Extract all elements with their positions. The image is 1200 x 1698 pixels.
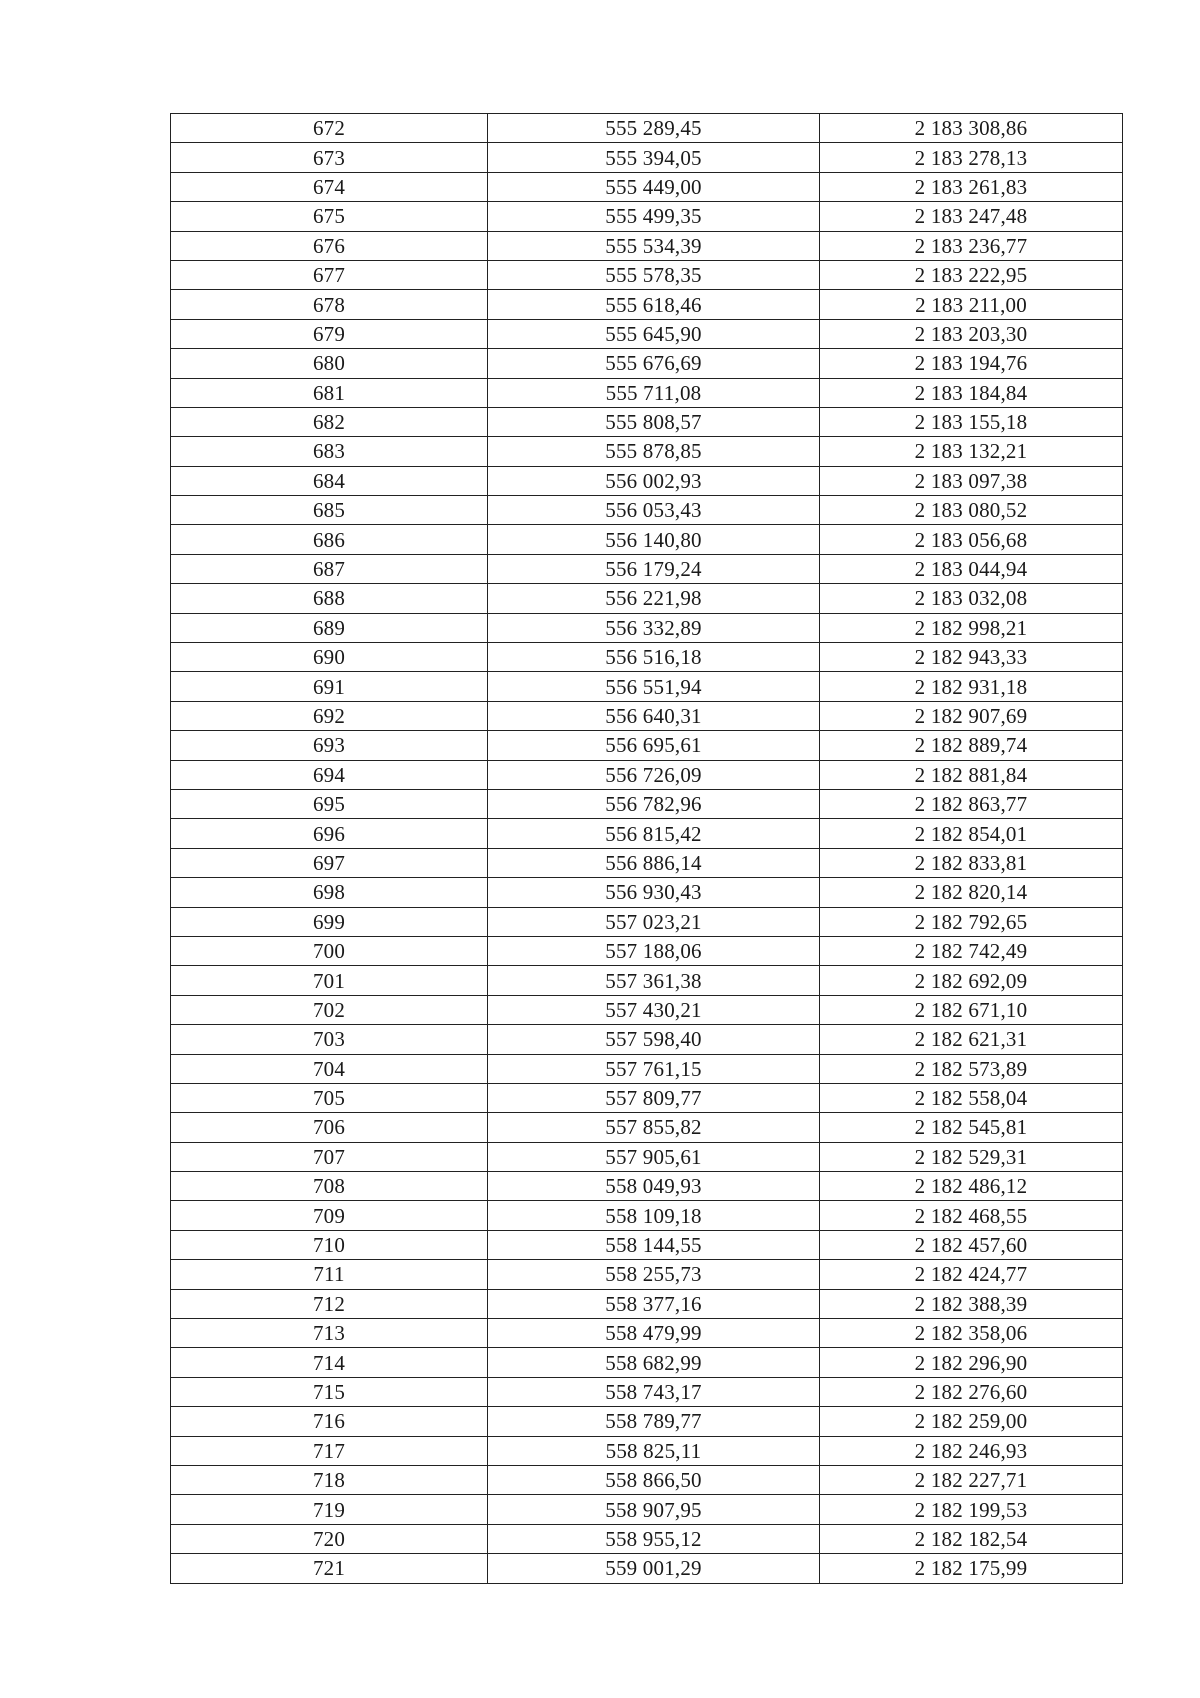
x-coordinate-cell: 558 866,50 [488,1465,820,1494]
point-number-cell: 675 [171,202,488,231]
x-coordinate-cell: 556 815,42 [488,819,820,848]
x-coordinate-cell: 555 808,57 [488,407,820,436]
x-coordinate-cell: 555 676,69 [488,349,820,378]
x-coordinate-cell: 555 289,45 [488,114,820,143]
table-row [171,613,1123,642]
coordinates-table-body [171,114,1123,1584]
x-coordinate-cell: 558 049,93 [488,1172,820,1201]
table-row [171,760,1123,789]
y-coordinate-cell: 2 182 889,74 [820,731,1123,760]
point-number-cell: 682 [171,407,488,436]
x-coordinate-cell: 556 140,80 [488,525,820,554]
point-number-cell: 677 [171,260,488,289]
point-number-cell: 718 [171,1465,488,1494]
y-coordinate-cell: 2 182 296,90 [820,1348,1123,1377]
x-coordinate-cell: 556 640,31 [488,701,820,730]
point-number-cell: 721 [171,1554,488,1583]
coordinates-table [170,113,1123,1584]
y-coordinate-cell: 2 182 943,33 [820,643,1123,672]
x-coordinate-cell: 555 449,00 [488,172,820,201]
point-number-cell: 672 [171,114,488,143]
y-coordinate-cell: 2 182 182,54 [820,1524,1123,1553]
x-coordinate-cell: 557 430,21 [488,995,820,1024]
y-coordinate-cell: 2 182 199,53 [820,1495,1123,1524]
point-number-cell: 680 [171,349,488,378]
x-coordinate-cell: 555 711,08 [488,378,820,407]
point-number-cell: 712 [171,1289,488,1318]
x-coordinate-cell: 555 578,35 [488,260,820,289]
y-coordinate-cell: 2 182 671,10 [820,995,1123,1024]
table-row [171,966,1123,995]
x-coordinate-cell: 559 001,29 [488,1554,820,1583]
table-row [171,1201,1123,1230]
x-coordinate-cell: 557 598,40 [488,1025,820,1054]
x-coordinate-cell: 556 179,24 [488,554,820,583]
point-number-cell: 698 [171,878,488,907]
y-coordinate-cell: 2 182 573,89 [820,1054,1123,1083]
y-coordinate-cell: 2 183 080,52 [820,496,1123,525]
x-coordinate-cell: 558 907,95 [488,1495,820,1524]
x-coordinate-cell: 556 695,61 [488,731,820,760]
table-row [171,1054,1123,1083]
table-row [171,1465,1123,1494]
table-row [171,1083,1123,1112]
point-number-cell: 692 [171,701,488,730]
point-number-cell: 673 [171,143,488,172]
point-number-cell: 716 [171,1407,488,1436]
table-row [171,407,1123,436]
y-coordinate-cell: 2 182 907,69 [820,701,1123,730]
point-number-cell: 696 [171,819,488,848]
x-coordinate-cell: 556 930,43 [488,878,820,907]
y-coordinate-cell: 2 182 854,01 [820,819,1123,848]
table-row [171,936,1123,965]
table-row [171,1319,1123,1348]
table-row [171,1260,1123,1289]
y-coordinate-cell: 2 182 529,31 [820,1142,1123,1171]
table-row [171,260,1123,289]
table-row [171,1230,1123,1259]
y-coordinate-cell: 2 183 097,38 [820,466,1123,495]
x-coordinate-cell: 556 332,89 [488,613,820,642]
y-coordinate-cell: 2 182 276,60 [820,1377,1123,1406]
x-coordinate-cell: 558 479,99 [488,1319,820,1348]
y-coordinate-cell: 2 182 558,04 [820,1083,1123,1112]
x-coordinate-cell: 555 534,39 [488,231,820,260]
table-row [171,995,1123,1024]
point-number-cell: 708 [171,1172,488,1201]
x-coordinate-cell: 558 955,12 [488,1524,820,1553]
point-number-cell: 693 [171,731,488,760]
point-number-cell: 678 [171,290,488,319]
table-row [171,1495,1123,1524]
y-coordinate-cell: 2 183 132,21 [820,437,1123,466]
table-row [171,349,1123,378]
x-coordinate-cell: 556 053,43 [488,496,820,525]
table-row [171,378,1123,407]
x-coordinate-cell: 557 809,77 [488,1083,820,1112]
table-row [171,1407,1123,1436]
x-coordinate-cell: 558 109,18 [488,1201,820,1230]
x-coordinate-cell: 557 188,06 [488,936,820,965]
table-row [171,1289,1123,1318]
x-coordinate-cell: 555 618,46 [488,290,820,319]
y-coordinate-cell: 2 183 203,30 [820,319,1123,348]
table-row [171,554,1123,583]
y-coordinate-cell: 2 182 621,31 [820,1025,1123,1054]
point-number-cell: 700 [171,936,488,965]
table-row [171,1348,1123,1377]
table-row [171,1554,1123,1583]
y-coordinate-cell: 2 182 486,12 [820,1172,1123,1201]
x-coordinate-cell: 558 377,16 [488,1289,820,1318]
point-number-cell: 679 [171,319,488,348]
point-number-cell: 697 [171,848,488,877]
y-coordinate-cell: 2 182 742,49 [820,936,1123,965]
table-row [171,848,1123,877]
y-coordinate-cell: 2 183 155,18 [820,407,1123,436]
x-coordinate-cell: 557 361,38 [488,966,820,995]
table-row [171,437,1123,466]
y-coordinate-cell: 2 182 175,99 [820,1554,1123,1583]
x-coordinate-cell: 555 878,85 [488,437,820,466]
y-coordinate-cell: 2 183 261,83 [820,172,1123,201]
table-row [171,1377,1123,1406]
point-number-cell: 701 [171,966,488,995]
table-row [171,231,1123,260]
x-coordinate-cell: 556 221,98 [488,584,820,613]
table-row [171,1436,1123,1465]
x-coordinate-cell: 555 394,05 [488,143,820,172]
table-row [171,319,1123,348]
point-number-cell: 714 [171,1348,488,1377]
y-coordinate-cell: 2 182 545,81 [820,1113,1123,1142]
y-coordinate-cell: 2 183 032,08 [820,584,1123,613]
point-number-cell: 711 [171,1260,488,1289]
table-row [171,172,1123,201]
table-row [171,907,1123,936]
x-coordinate-cell: 558 825,11 [488,1436,820,1465]
table-row [171,1172,1123,1201]
table-row [171,878,1123,907]
table-row [171,584,1123,613]
x-coordinate-cell: 557 761,15 [488,1054,820,1083]
y-coordinate-cell: 2 182 388,39 [820,1289,1123,1318]
y-coordinate-cell: 2 182 998,21 [820,613,1123,642]
x-coordinate-cell: 556 782,96 [488,789,820,818]
point-number-cell: 709 [171,1201,488,1230]
point-number-cell: 705 [171,1083,488,1112]
y-coordinate-cell: 2 183 308,86 [820,114,1123,143]
x-coordinate-cell: 558 255,73 [488,1260,820,1289]
point-number-cell: 720 [171,1524,488,1553]
table-row [171,496,1123,525]
y-coordinate-cell: 2 182 931,18 [820,672,1123,701]
y-coordinate-cell: 2 183 236,77 [820,231,1123,260]
y-coordinate-cell: 2 182 692,09 [820,966,1123,995]
y-coordinate-cell: 2 182 468,55 [820,1201,1123,1230]
table-row [171,1025,1123,1054]
point-number-cell: 694 [171,760,488,789]
x-coordinate-cell: 556 516,18 [488,643,820,672]
y-coordinate-cell: 2 183 247,48 [820,202,1123,231]
point-number-cell: 683 [171,437,488,466]
x-coordinate-cell: 555 499,35 [488,202,820,231]
y-coordinate-cell: 2 183 056,68 [820,525,1123,554]
x-coordinate-cell: 558 789,77 [488,1407,820,1436]
point-number-cell: 689 [171,613,488,642]
point-number-cell: 691 [171,672,488,701]
y-coordinate-cell: 2 182 792,65 [820,907,1123,936]
point-number-cell: 706 [171,1113,488,1142]
y-coordinate-cell: 2 182 457,60 [820,1230,1123,1259]
table-row [171,789,1123,818]
point-number-cell: 684 [171,466,488,495]
point-number-cell: 710 [171,1230,488,1259]
table-row [171,643,1123,672]
point-number-cell: 699 [171,907,488,936]
point-number-cell: 685 [171,496,488,525]
x-coordinate-cell: 556 002,93 [488,466,820,495]
x-coordinate-cell: 558 682,99 [488,1348,820,1377]
x-coordinate-cell: 556 726,09 [488,760,820,789]
y-coordinate-cell: 2 183 044,94 [820,554,1123,583]
y-coordinate-cell: 2 183 184,84 [820,378,1123,407]
point-number-cell: 713 [171,1319,488,1348]
point-number-cell: 687 [171,554,488,583]
y-coordinate-cell: 2 182 259,00 [820,1407,1123,1436]
table-row [171,1142,1123,1171]
point-number-cell: 717 [171,1436,488,1465]
x-coordinate-cell: 557 023,21 [488,907,820,936]
point-number-cell: 695 [171,789,488,818]
table-row [171,114,1123,143]
point-number-cell: 702 [171,995,488,1024]
table-row [171,701,1123,730]
point-number-cell: 704 [171,1054,488,1083]
point-number-cell: 688 [171,584,488,613]
x-coordinate-cell: 555 645,90 [488,319,820,348]
point-number-cell: 676 [171,231,488,260]
table-row [171,1524,1123,1553]
x-coordinate-cell: 556 551,94 [488,672,820,701]
y-coordinate-cell: 2 183 194,76 [820,349,1123,378]
x-coordinate-cell: 556 886,14 [488,848,820,877]
x-coordinate-cell: 557 905,61 [488,1142,820,1171]
table-row [171,525,1123,554]
point-number-cell: 719 [171,1495,488,1524]
y-coordinate-cell: 2 182 358,06 [820,1319,1123,1348]
point-number-cell: 681 [171,378,488,407]
x-coordinate-cell: 557 855,82 [488,1113,820,1142]
y-coordinate-cell: 2 182 424,77 [820,1260,1123,1289]
y-coordinate-cell: 2 182 246,93 [820,1436,1123,1465]
table-row [171,819,1123,848]
y-coordinate-cell: 2 182 227,71 [820,1465,1123,1494]
y-coordinate-cell: 2 182 881,84 [820,760,1123,789]
point-number-cell: 707 [171,1142,488,1171]
x-coordinate-cell: 558 743,17 [488,1377,820,1406]
y-coordinate-cell: 2 182 833,81 [820,848,1123,877]
table-row [171,672,1123,701]
table-row [171,290,1123,319]
point-number-cell: 703 [171,1025,488,1054]
table-row [171,731,1123,760]
y-coordinate-cell: 2 182 863,77 [820,789,1123,818]
y-coordinate-cell: 2 183 211,00 [820,290,1123,319]
point-number-cell: 690 [171,643,488,672]
table-row [171,1113,1123,1142]
y-coordinate-cell: 2 183 222,95 [820,260,1123,289]
table-row [171,466,1123,495]
table-row [171,202,1123,231]
table-row [171,143,1123,172]
x-coordinate-cell: 558 144,55 [488,1230,820,1259]
point-number-cell: 674 [171,172,488,201]
y-coordinate-cell: 2 183 278,13 [820,143,1123,172]
point-number-cell: 715 [171,1377,488,1406]
point-number-cell: 686 [171,525,488,554]
y-coordinate-cell: 2 182 820,14 [820,878,1123,907]
